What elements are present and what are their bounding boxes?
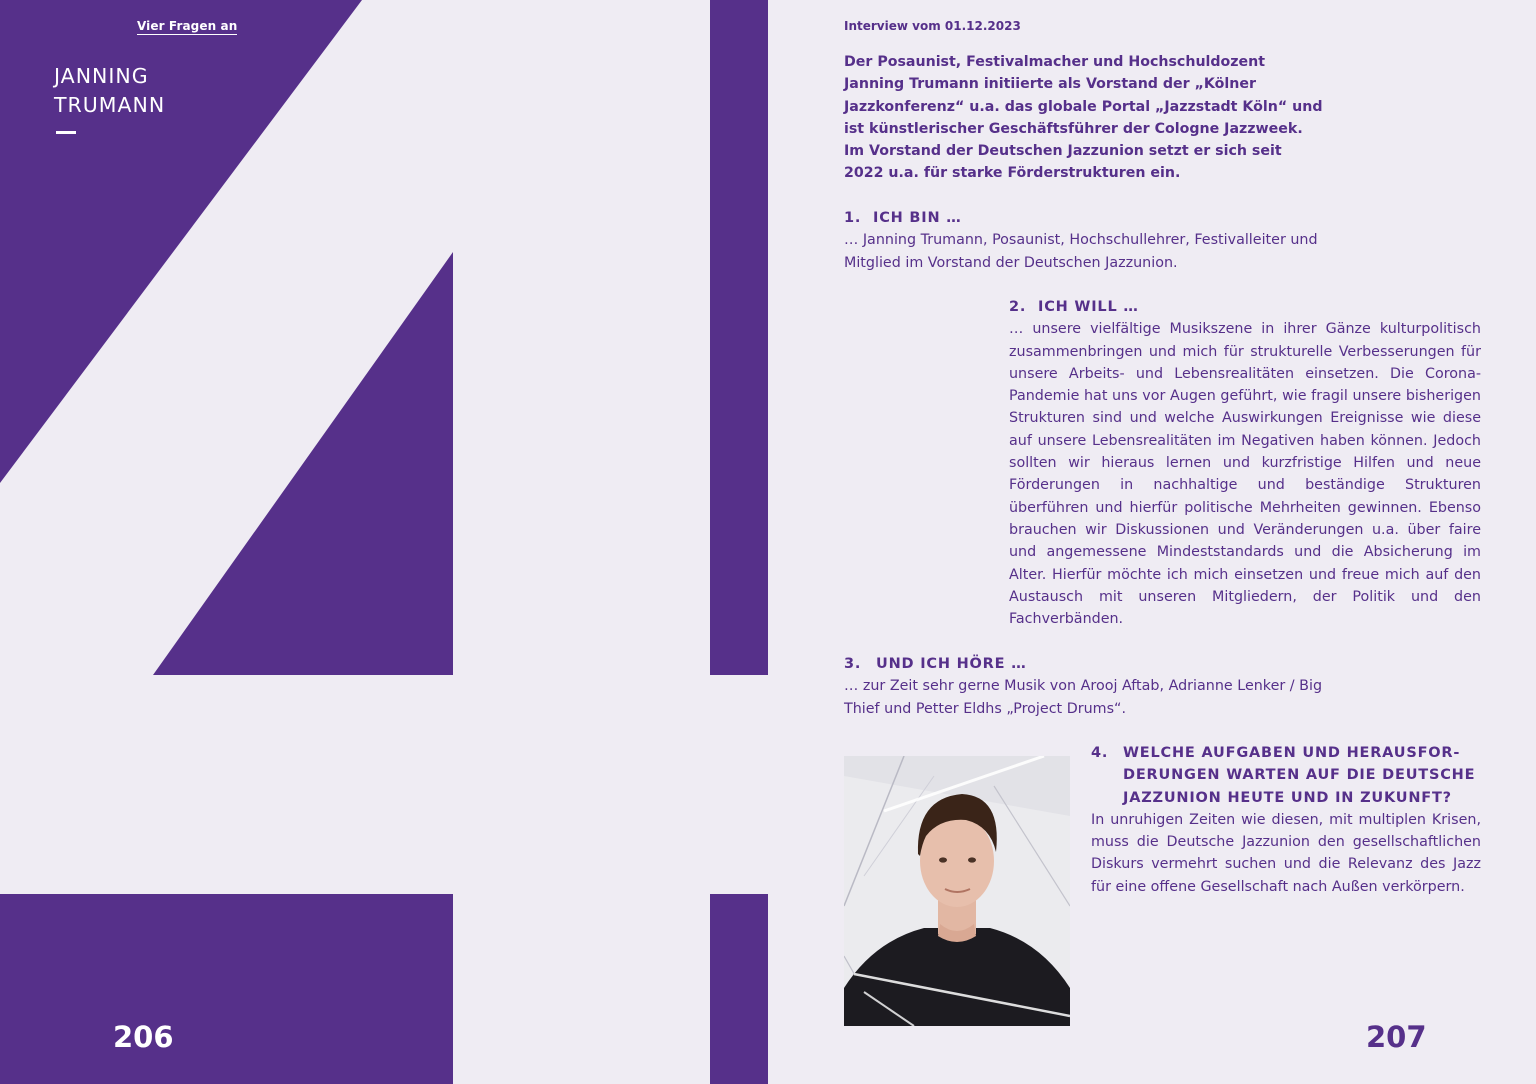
- question-heading: [844, 653, 1334, 675]
- name-dash-divider: [56, 131, 76, 134]
- question-block-4: [1091, 742, 1481, 898]
- question-heading: [1091, 742, 1481, 809]
- question-block-1: [844, 207, 1324, 274]
- four-bottom-block: [0, 894, 453, 1084]
- four-stem-bottom: [710, 894, 768, 1084]
- section-kicker: Vier Fragen an: [137, 19, 238, 33]
- question-title: UND ICH HÖRE …: [876, 656, 1027, 672]
- page-number-left: 206: [113, 1020, 174, 1054]
- question-heading: [844, 207, 1324, 229]
- question-title: ICH WILL …: [1038, 299, 1139, 315]
- answer-text: … zur Zeit sehr gerne Musik von Arooj Aftab, Adrianne Lenker / Big Thief und Petter Eldhs „Project Drums“.: [844, 678, 1323, 717]
- answer-text: … unsere vielfältige Musikszene in ihrer Gänze kulturpolitisch zusammenbringen und mich für strukturelle Verbesserungen für unsere Arbeits- und Lebensrealitäten einsetzen. Die Corona-Pandemie hat uns vor Augen geführt, wie fragil unsere bisherigen Strukturen sind und welche Auswirkungen Ereignisse wie diese auf unsere Lebensrealitäten im Negativen haben können. Jedoch sollten wir hieraus lernen und kurzfristige Hilfen und neue Förderungen in nachhaltige und beständige Strukturen überführen und hierfür politische Mehrheiten gewinnen. Ebenso brauchen wir Diskussionen und Veränderungen u.a. über faire und angemessene Mindeststandards und die Absicherung im Alter. Hierfür möchte ich mich einsetzen und freue mich auf den Austausch mit unseren Mitgliedern, der Politik und den Fachverbänden.: [1009, 321, 1481, 628]
- question-block-2: [1009, 296, 1481, 630]
- question-title: WELCHE AUFGABEN UND HERAUSFORDERUNGEN WARTEN AUF DIE DEUTSCHE JAZZUNION HEUTE UND IN ZUKUNFT?: [1123, 745, 1476, 806]
- question-heading: [1009, 296, 1481, 318]
- interview-date: Interview vom 01.12.2023: [844, 19, 1021, 33]
- question-block-3: [844, 653, 1334, 720]
- question-number: 2.: [1009, 299, 1027, 315]
- question-title: ICH BIN …: [873, 210, 962, 226]
- page-number-right: 207: [1366, 1020, 1427, 1054]
- name-line-first: JANNING: [54, 64, 149, 88]
- name-line-last: TRUMANN: [54, 93, 166, 117]
- intro-paragraph: Der Posaunist, Festivalmacher und Hochschuldozent Janning Trumann initiierte als Vorstand der „Kölner Jazzkonferenz“ u.a. das globale Portal „Jazzstadt Köln“ und ist künstlerischer Geschäftsführer der Cologne Jazzweek. Im Vorstand der Deutschen Jazzunion setzt er sich seit 2022 u.a. für starke Förderstrukturen ein.: [844, 54, 1323, 182]
- question-number: 1.: [844, 210, 862, 226]
- four-inner-triangle: [153, 252, 453, 675]
- portrait-illustration: [844, 756, 1070, 1026]
- portrait-photo: [844, 756, 1070, 1026]
- answer-text: … Janning Trumann, Posaunist, Hochschullehrer, Festivalleiter und Mitglied im Vorstand der Deutschen Jazzunion.: [844, 232, 1318, 271]
- answer-text: In unruhigen Zeiten wie diesen, mit multiplen Krisen, muss die Deutsche Jazzunion den gesellschaftlichen Diskurs vermehrt suchen und die Relevanz des Jazz für eine offene Gesellschaft nach Außen verkörpern.: [1091, 811, 1481, 895]
- four-stem-top: [710, 0, 768, 675]
- question-number: 4.: [1091, 745, 1109, 761]
- question-number: 3.: [844, 656, 862, 672]
- interviewee-name: [54, 62, 165, 120]
